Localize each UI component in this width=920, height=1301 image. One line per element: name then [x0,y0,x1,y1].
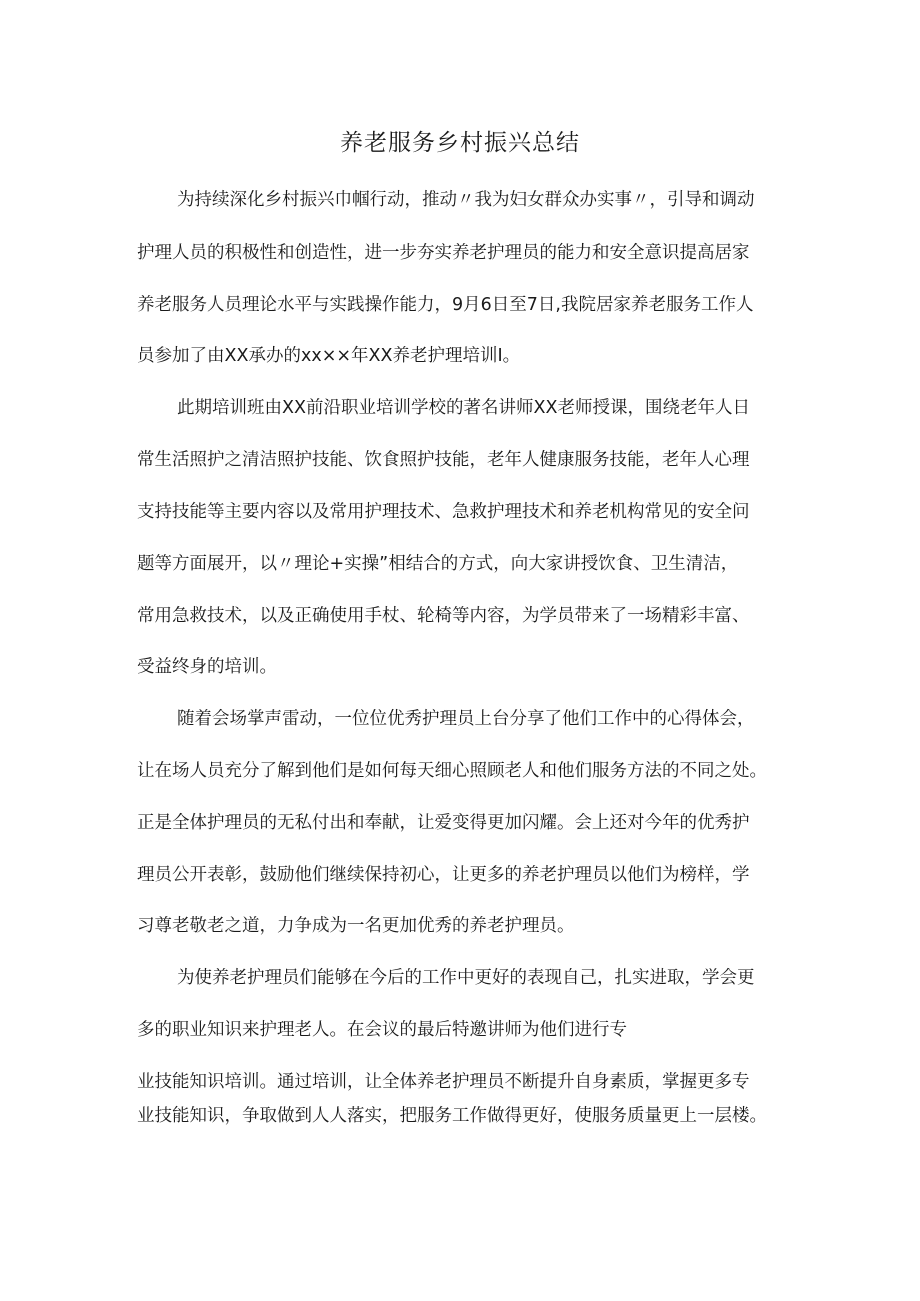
body-line: 理员公开表彰，鼓励他们继续保持初心，让更多的养老护理员以他们为榜样，学 [137,865,750,885]
body-line: 多的职业知识来护理老人。在会议的最后特邀讲师为他们进行专 [137,1020,627,1040]
body-line: 习尊老敬老之道，力争成为一名更加优秀的养老护理员。 [137,916,575,936]
body-line: 养老服务人员理论水平与实践操作能力，9月6日至7日,我院居家养老服务工作人 [137,295,754,315]
body-line: 常用急救技术，以及正确使用手杖、轮椅等内容，为学员带来了一场精彩丰富、 [137,606,750,626]
body-line: 护理人员的积极性和创造性，进一步夯实养老护理员的能力和安全意识提高居家 [137,243,750,263]
body-line: 正是全体护理员的无私付出和奉献，让爱变得更加闪耀。会上还对今年的优秀护 [137,813,750,833]
body-line: 让在场人员充分了解到他们是如何每天细心照顾老人和他们服务方法的不同之处。 [137,761,767,781]
body-line: 为持续深化乡村振兴巾帼行动，推动〃我为妇女群众办实事〃，引导和调动 [177,190,755,210]
body-line: 员参加了由XX承办的xx××年XX养老护理培训I。 [137,346,521,366]
body-line: 随着会场掌声雷动，一位位优秀护理员上台分享了他们工作中的心得体会， [177,709,755,729]
body-line: 常生活照护之清洁照护技能、饮食照护技能，老年人健康服务技能，老年人心理 [137,450,750,470]
body-line: 为使养老护理员们能够在今后的工作中更好的表现自己，扎实进取，学会更 [177,968,755,988]
body-line: 业技能知识培训。通过培训，让全体养老护理员不断提升自身素质，掌握更多专 [137,1072,750,1092]
body-line: 业技能知识，争取做到人人落实，把服务工作做得更好，使服务质量更上一层楼。 [137,1106,767,1126]
body-line: 受益终身的培训。 [137,657,277,677]
document-title: 养老服务乡村振兴总结 [340,130,580,156]
body-line: 题等方面展开，以〃理论+实操”相结合的方式，向大家讲授饮食、卫生清洁， [137,554,739,574]
body-line: 此期培训班由XX前沿职业培训学校的著名讲师XX老师授课，围绕老年人日 [177,398,750,418]
body-line: 支持技能等主要内容以及常用护理技术、急救护理技术和养老机构常见的安全问 [137,502,750,522]
